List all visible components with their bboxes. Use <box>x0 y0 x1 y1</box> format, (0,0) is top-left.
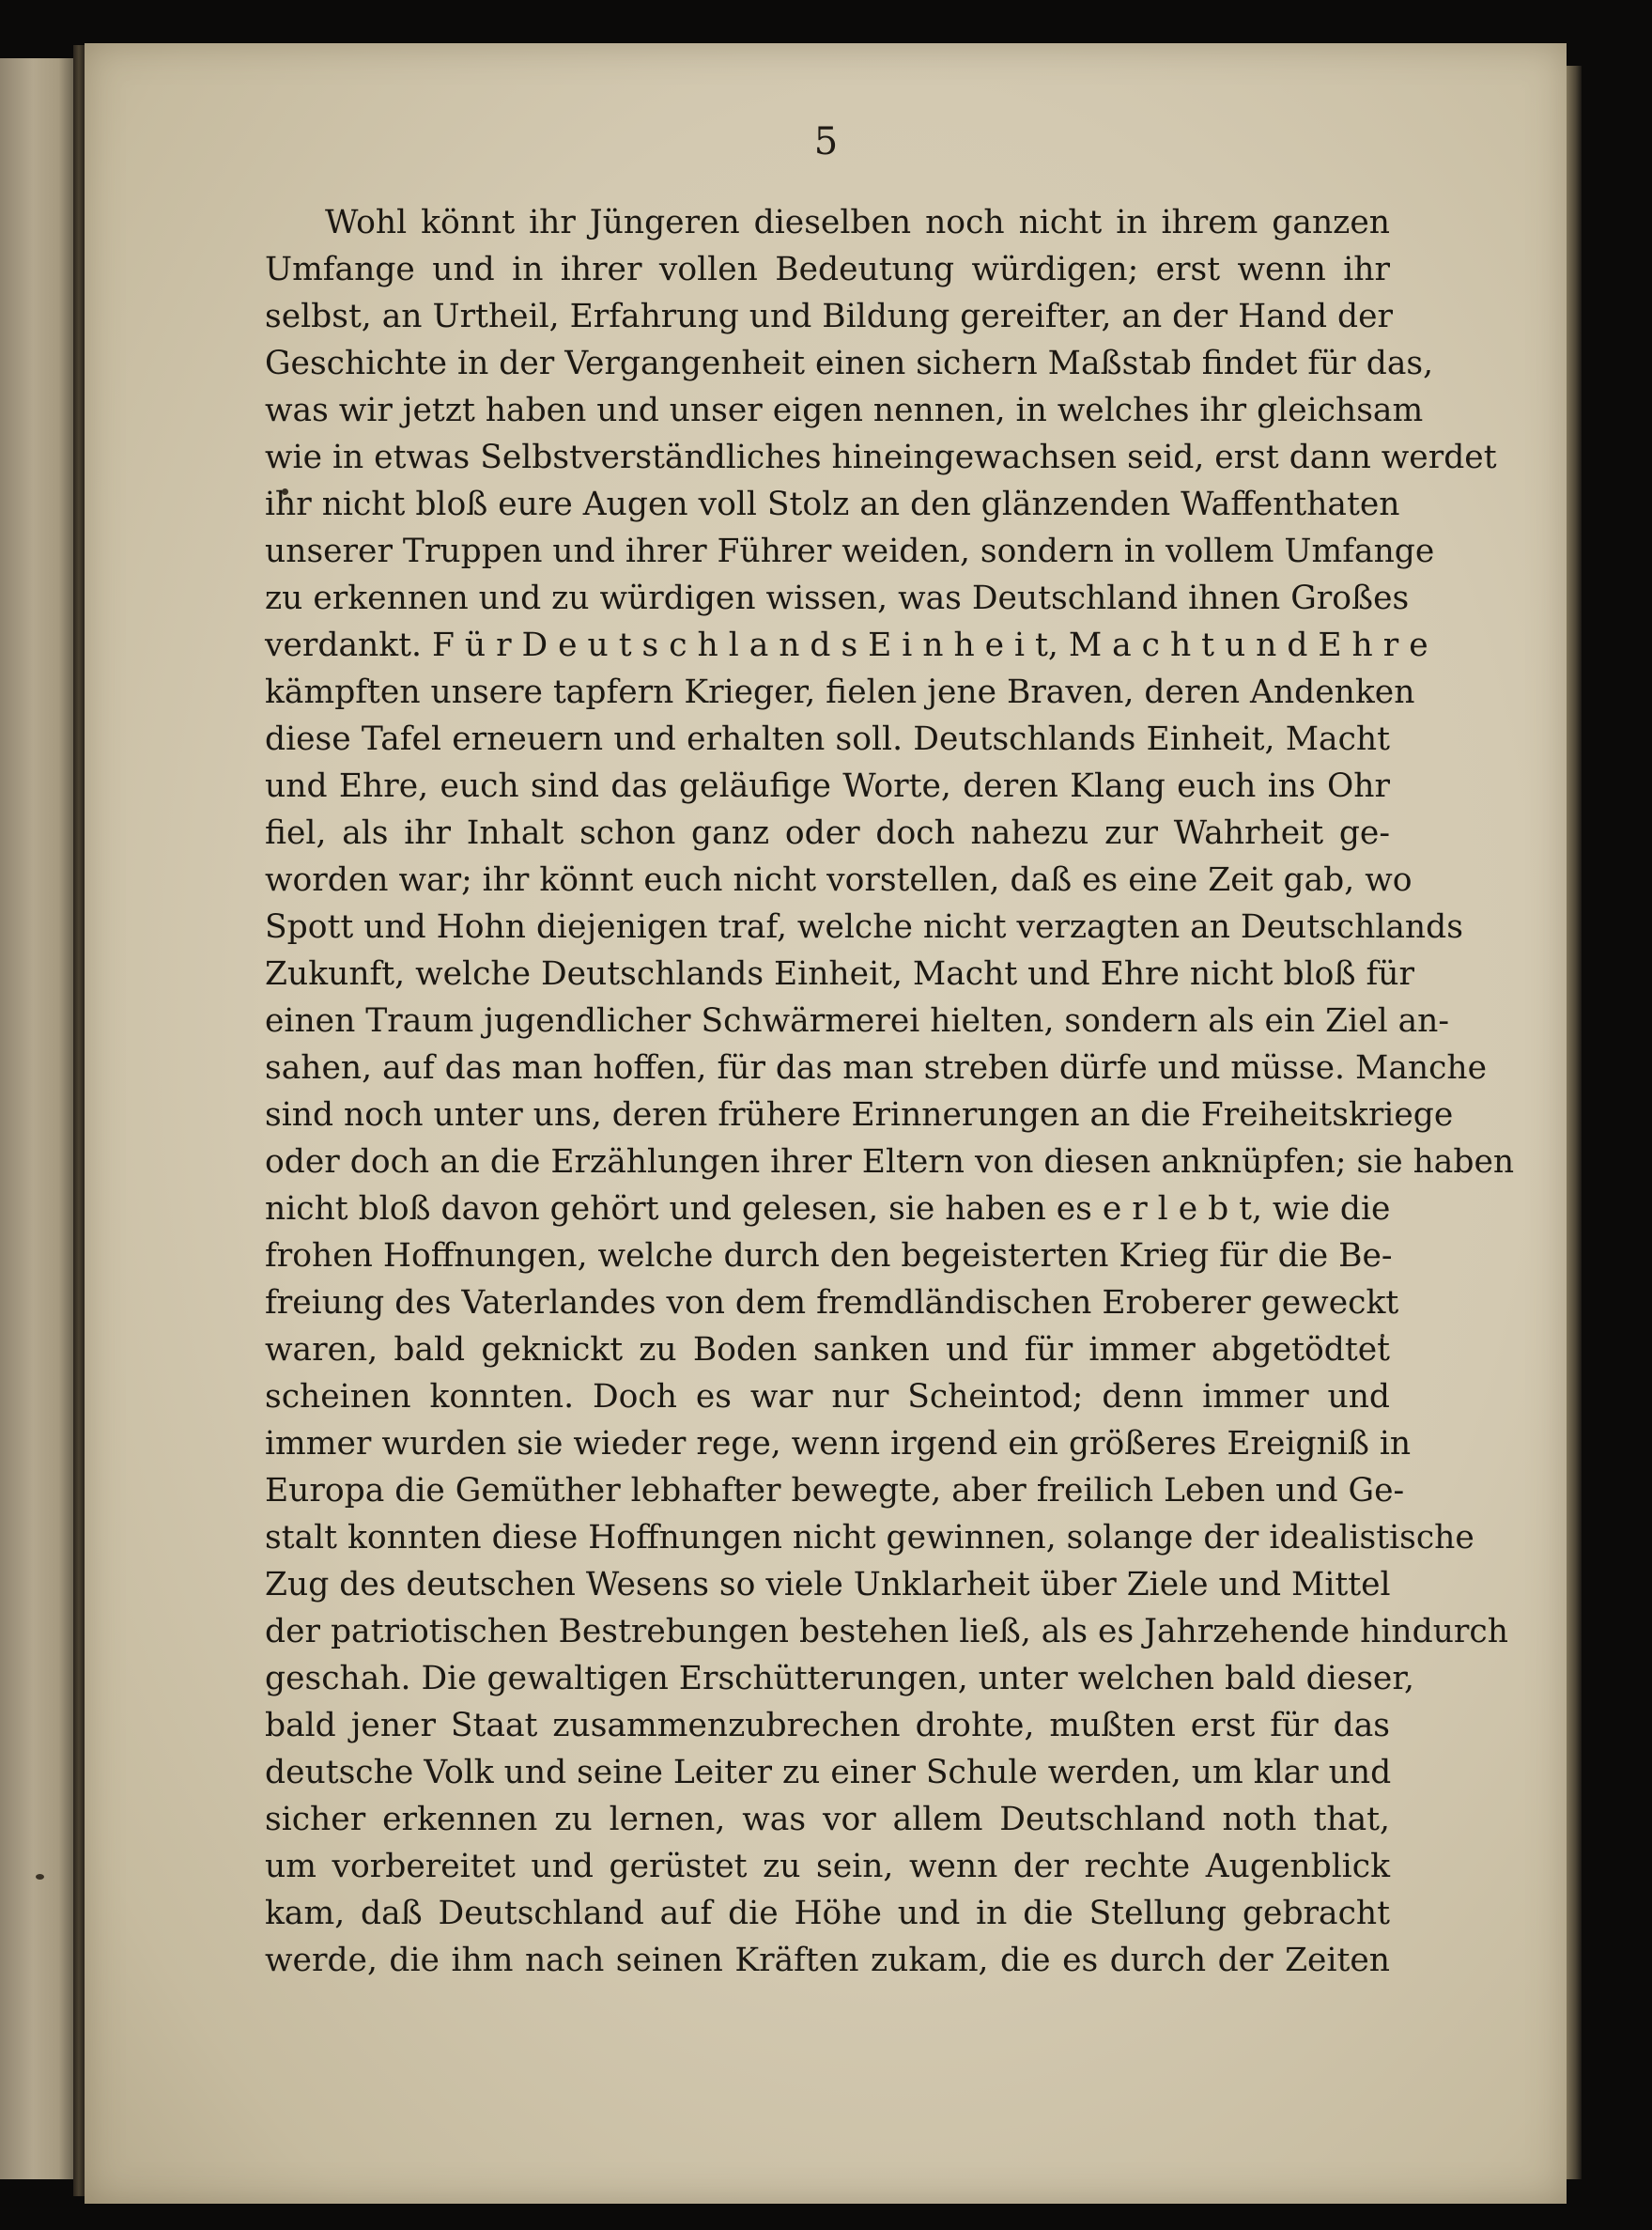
text-line: freiung des Vaterlandes von dem fremdländischen Eroberer geweckt <box>265 1284 1399 1322</box>
text-line: oder doch an die Erzählungen ihrer Eltern von diesen anknüpfen; sie haben <box>265 1143 1515 1181</box>
text-line: waren, bald geknickt zu Boden sanken und für immer abgetödtet <box>265 1331 1390 1369</box>
paper-speck <box>36 1874 44 1880</box>
text-line: Wohl könnt ihr Jüngeren dieselben noch nicht in ihrem ganzen <box>325 204 1390 241</box>
page-number: 5 <box>813 120 839 163</box>
text-line: frohen Hoffnungen, welche durch den begeisterten Krieg für die Be- <box>265 1237 1393 1275</box>
text-line: bald jener Staat zusammenzubrechen drohte, mußten erst für das <box>265 1707 1390 1744</box>
text-line: verdankt. F ü r D e u t s c h l a n d s E i n h e i t, M a c h t u n d E h r e <box>265 627 1428 664</box>
text-line: Europa die Gemüther lebhafter bewegte, aber freilich Leben und Ge- <box>265 1472 1405 1510</box>
text-line: einen Traum jugendlicher Schwärmerei hielten, sondern als ein Ziel an- <box>265 1002 1450 1040</box>
previous-page-edge <box>0 58 73 2179</box>
text-line: wie in etwas Selbstverständliches hineingewachsen seid, erst dann werdet <box>265 439 1497 476</box>
text-line: stalt konnten diese Hoffnungen nicht gewinnen, solange der idealistische <box>265 1519 1474 1556</box>
text-line: immer wurden sie wieder rege, wenn irgend ein größeres Ereigniß in <box>265 1425 1412 1463</box>
text-line: kämpften unsere tapfern Krieger, fielen jene Braven, deren Andenken <box>265 674 1415 711</box>
text-line: Zukunft, welche Deutschlands Einheit, Macht und Ehre nicht bloß für <box>265 955 1414 993</box>
text-line: und Ehre, euch sind das geläufige Worte, deren Klang euch ins Ohr <box>265 767 1390 805</box>
text-line: kam, daß Deutschland auf die Höhe und in die Stellung gebracht <box>265 1895 1390 1932</box>
text-line: diese Tafel erneuern und erhalten soll. Deutschlands Einheit, Macht <box>265 720 1390 758</box>
text-line: geschah. Die gewaltigen Erschütterungen, unter welchen bald dieser, <box>265 1660 1415 1697</box>
text-line: scheinen konnten. Doch es war nur Scheintod; denn immer und <box>265 1378 1390 1416</box>
text-line: deutsche Volk und seine Leiter zu einer Schule werden, um klar und <box>265 1754 1392 1791</box>
text-line: Zug des deutschen Wesens so viele Unklarheit über Ziele und Mittel <box>265 1566 1391 1603</box>
book-gutter <box>73 45 85 2196</box>
text-line: werde, die ihm nach seinen Kräften zukam, die es durch der Zeiten <box>265 1942 1390 1979</box>
text-line: Umfange und in ihrer vollen Bedeutung würdigen; erst wenn ihr <box>265 251 1390 288</box>
text-line: was wir jetzt haben und unser eigen nennen, in welches ihr gleichsam <box>265 392 1424 429</box>
text-line: ihr nicht bloß eure Augen voll Stolz an den glänzenden Waffenthaten <box>265 486 1400 523</box>
text-line: fiel, als ihr Inhalt schon ganz oder doch nahezu zur Wahrheit ge- <box>265 814 1390 852</box>
page-stack-edge <box>1567 66 1582 2179</box>
text-line: um vorbereitet und gerüstet zu sein, wenn der rechte Augenblick <box>265 1848 1390 1885</box>
text-line: unserer Truppen und ihrer Führer weiden, sondern in vollem Umfange <box>265 533 1435 570</box>
text-line: sicher erkennen zu lernen, was vor allem Deutschland noth that, <box>265 1801 1390 1838</box>
text-line: der patriotischen Bestrebungen bestehen ließ, als es Jahrzehende hindurch <box>265 1613 1508 1650</box>
text-line: Geschichte in der Vergangenheit einen sichern Maßstab findet für das, <box>265 345 1434 382</box>
text-line: Spott und Hohn diejenigen traf, welche nicht verzagten an Deutschlands <box>265 908 1463 946</box>
text-line: sind noch unter uns, deren frühere Erinnerungen an die Freiheitskriege <box>265 1096 1454 1134</box>
text-line: selbst, an Urtheil, Erfahrung und Bildung gereifter, an der Hand der <box>265 298 1394 335</box>
body-text <box>265 199 1515 1984</box>
text-line: worden war; ihr könnt euch nicht vorstellen, daß es eine Zeit gab, wo <box>265 861 1413 899</box>
text-line: zu erkennen und zu würdigen wissen, was Deutschland ihnen Großes <box>265 580 1410 617</box>
text-line: sahen, auf das man hoffen, für das man streben dürfe und müsse. Manche <box>265 1049 1488 1087</box>
text-line: nicht bloß davon gehört und gelesen, sie haben es e r l e b t, wie die <box>265 1190 1391 1228</box>
